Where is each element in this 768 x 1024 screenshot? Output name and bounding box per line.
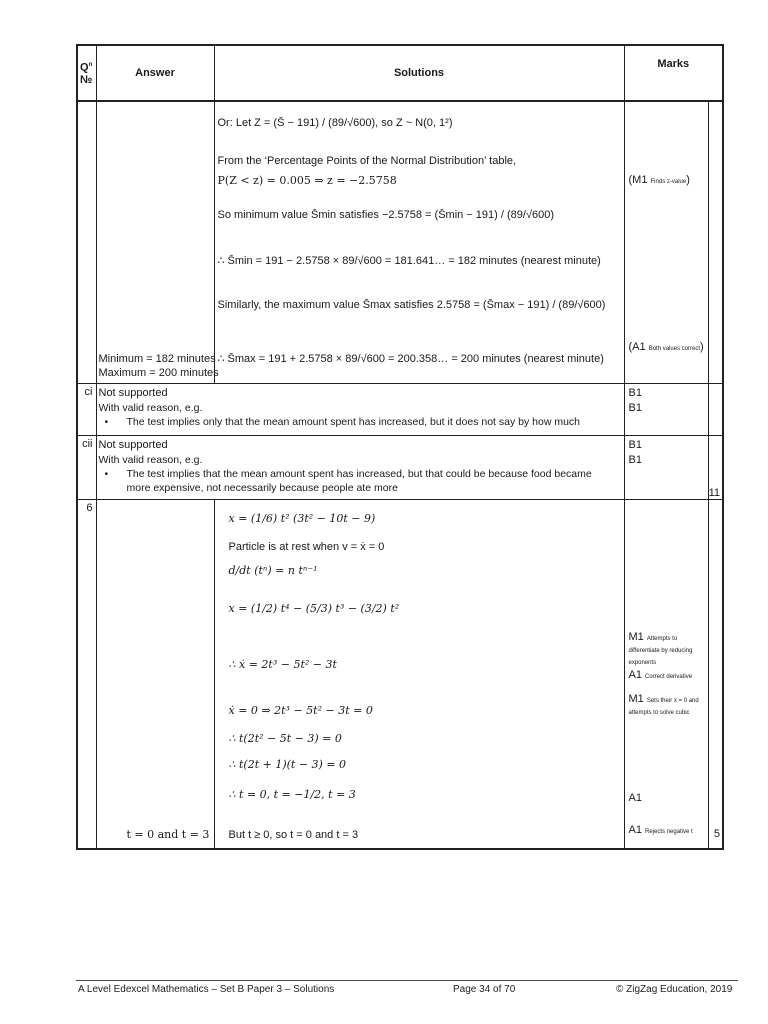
q6-mark-a1-roots: A1 (628, 792, 642, 804)
header-qn: $Q^n$ № (77, 45, 96, 101)
q5ci-bullet: • The test implies only that the mean amount spent has increased, but it does not say by how much (99, 415, 622, 429)
q6-sol-factor-full: ∴ t(2t + 1)(t − 3) = 0 (228, 758, 347, 771)
header-solutions: Solutions (214, 45, 624, 101)
q5cii-line-reason: With valid reason, e.g. (98, 454, 203, 466)
answer-maximum: Maximum = 200 minutes (98, 367, 219, 379)
q6-marks (624, 500, 708, 850)
q5cii-mark-b1-b: B1 (628, 454, 642, 466)
q5ci-mark-b1-b: B1 (628, 402, 642, 414)
q5ci-content (96, 384, 624, 436)
answer-minimum: Minimum = 182 minutes (98, 353, 216, 365)
q6-sol-expanded: x = (1/2) t⁴ − (5/3) t³ − (3/2) t² (228, 602, 400, 615)
q5cii-bullet-continued: more expensive, not necessarily because people ate more (126, 482, 398, 494)
header-answer: Answer (96, 45, 214, 101)
q6-total-marks: 5 (708, 500, 723, 850)
q5ci-marks (624, 384, 708, 436)
q6-mark-m1-differentiate: M1 Attempts to differentiate by reducing exponents (628, 631, 693, 666)
q5b-marks (624, 101, 708, 384)
q6-mark-a1-reject: A1 Rejects negative t (628, 824, 693, 836)
q5ci-line-reason: With valid reason, e.g. (98, 402, 203, 414)
mark-m1-z-value: (M1 Finds z-value) (628, 174, 690, 186)
sol-line-max-result: ∴ S̄max = 191 + 2.5758 × 89/√600 = 200.358… = 200 minutes (nearest minute) (217, 353, 604, 365)
q6-answer-text: t = 0 and t = 3 (126, 828, 210, 841)
q6-sol-set-zero: ẋ = 0 ⇒ 2t³ − 5t² − 3t = 0 (228, 704, 373, 717)
q6-mark-a1-derivative: A1 Correct derivative (628, 669, 693, 681)
sol-line-probability: P(Z < z) = 0.005 ⇒ z = −2.5758 (217, 174, 397, 187)
q6-sol-derivative: ∴ ẋ = 2t³ − 5t² − 3t (228, 658, 337, 671)
q5cii-marks (624, 436, 708, 500)
q5-total-marks: 11 (708, 436, 723, 500)
q6-sol-at-rest: Particle is at rest when v = ẋ = 0 (228, 541, 385, 553)
q5cii-line-verdict: Not supported (98, 439, 168, 451)
sol-line-table-ref: From the ‘Percentage Points of the Normal Distribution’ table, (217, 155, 517, 167)
sol-line-minimum: So minimum value S̄min satisfies −2.5758 = (S̄min − 191) / (89/√600) (217, 209, 554, 221)
q5ci-total (708, 384, 723, 436)
footer-copyright: © ZigZag Education, 2019 (616, 984, 733, 995)
q6-sol-factor-t: ∴ t(2t² − 5t − 3) = 0 (228, 732, 342, 745)
mark-a1-both-values: (A1 Both values correct) (628, 341, 704, 353)
row-q6 (77, 500, 723, 850)
q5cii-mark-b1-a: B1 (628, 439, 642, 451)
footer-rule (76, 980, 738, 981)
q6-label: 6 (77, 500, 96, 850)
q5cii-label: cii (77, 436, 96, 500)
q5cii-content (96, 436, 624, 500)
row-q5b (77, 101, 723, 384)
q6-solutions (214, 500, 624, 850)
row-q5cii (77, 436, 723, 500)
footer-left: A Level Edexcel Mathematics – Set B Paper 3 – Solutions (78, 984, 335, 995)
footer-page-number: Page 34 of 70 (453, 984, 516, 995)
q6-mark-m1-solve-cubic: M1 Sets their ẋ = 0 and attempts to solve cubic (628, 693, 699, 716)
q6-answer (96, 500, 214, 850)
q5b-answer (96, 101, 219, 384)
sol-line-maximum: Similarly, the maximum value S̄max satisfies 2.5758 = (S̄max − 191) / (89/√600) (217, 299, 606, 311)
q5b-qn (77, 101, 96, 384)
q6-sol-roots: ∴ t = 0, t = −1/2, t = 3 (228, 788, 356, 801)
q6-sol-power-rule: d/dt (tⁿ) = n tⁿ⁻¹ (228, 564, 318, 577)
q5b-total (708, 101, 723, 384)
q5ci-label: ci (77, 384, 96, 436)
q5ci-line-verdict: Not supported (98, 387, 168, 399)
q5cii-bullet: • The test implies that the mean amount spent has increased, but that could be because food became (99, 467, 622, 481)
q5b-solutions (214, 101, 624, 384)
sol-line-min-result: ∴ S̄min = 191 − 2.5758 × 89/√600 = 181.641… = 182 minutes (nearest minute) (217, 255, 601, 267)
header-marks: Marks (624, 45, 723, 101)
row-q5ci (77, 384, 723, 436)
q6-sol-conclusion: But t ≥ 0, so t = 0 and t = 3 (228, 829, 359, 841)
q5ci-mark-b1-a: B1 (628, 387, 642, 399)
mark-scheme-table (76, 44, 724, 850)
q6-sol-displacement: x = (1/6) t² (3t² − 10t − 9) (228, 512, 376, 525)
sol-line-let-z: Or: Let Z = (S̄ − 191) / (89/√600), so Z ~ N(0, 1²) (217, 117, 453, 129)
header-row (77, 45, 723, 101)
